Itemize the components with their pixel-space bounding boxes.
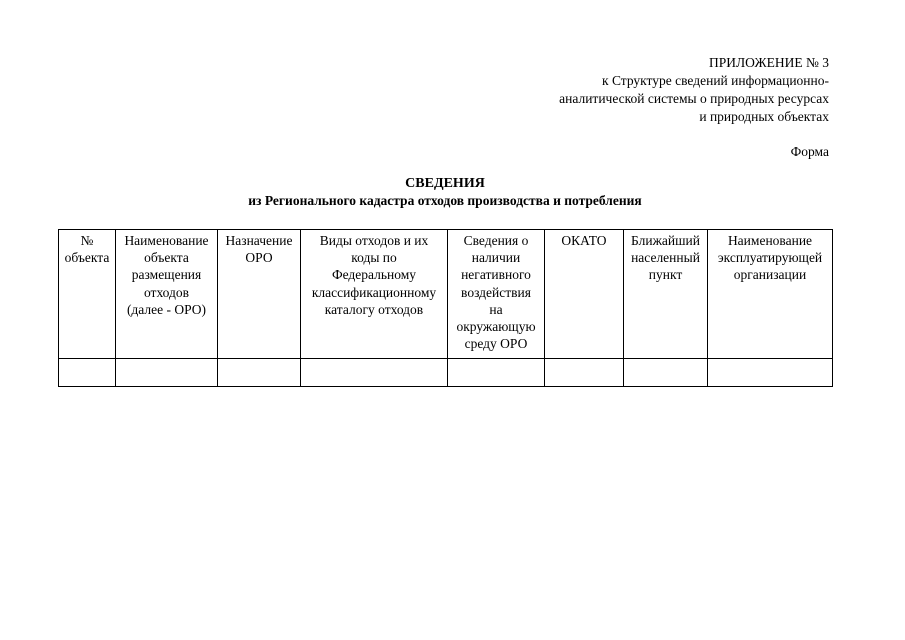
appendix-line: и природных объектах <box>699 109 829 124</box>
header-okato: ОКАТО <box>545 230 624 359</box>
form-label: Форма <box>790 144 829 159</box>
header-object-number: № объекта <box>59 230 116 359</box>
table-cell <box>545 359 624 387</box>
table-cell <box>708 359 833 387</box>
table-cell <box>448 359 545 387</box>
table-cell <box>116 359 218 387</box>
table-row <box>59 359 833 387</box>
table-header-row <box>59 230 833 359</box>
appendix-line: к Структуре сведений информационно- <box>602 73 829 88</box>
appendix-title: ПРИЛОЖЕНИЕ № 3 <box>708 55 829 70</box>
table-cell <box>218 359 301 387</box>
cadastre-table <box>58 229 833 387</box>
appendix-line: аналитической системы о природных ресурсах <box>559 91 829 106</box>
document-subtitle: из Регионального кадастра отходов производства и потребления <box>248 193 642 208</box>
header-nearest-settlement: Ближайший населенный пункт <box>624 230 708 359</box>
table-cell <box>301 359 448 387</box>
document-title: СВЕДЕНИЯ <box>405 176 485 191</box>
header-purpose: Назначение ОРО <box>218 230 301 359</box>
table-cell <box>624 359 708 387</box>
appendix-block <box>559 54 829 126</box>
table-cell <box>59 359 116 387</box>
header-operating-organization: Наименование эксплуатирующей организации <box>708 230 833 359</box>
header-negative-impact: Сведения о наличии негативного воздействия на окружающую среду ОРО <box>448 230 545 359</box>
header-object-name: Наименование объекта размещения отходов (далее - ОРО) <box>116 230 218 359</box>
header-waste-types: Виды отходов и их коды по Федеральному классификационному каталогу отходов <box>301 230 448 359</box>
